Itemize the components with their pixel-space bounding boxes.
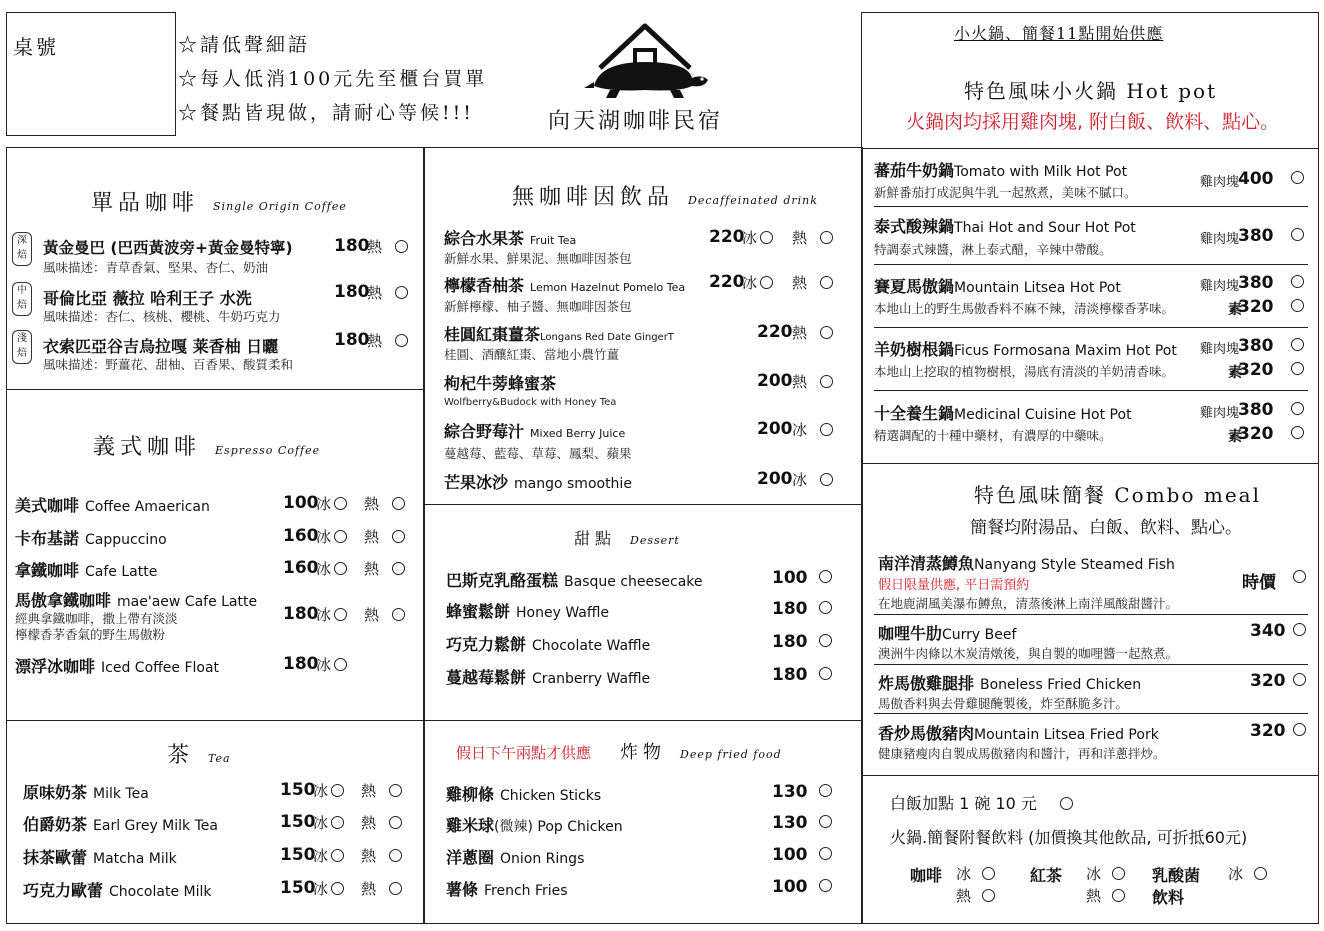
decaf-mango-smoothie: 芒果冰沙 mango smoothie xyxy=(444,473,632,492)
hotpot-tomato-milk-select[interactable] xyxy=(1288,169,1304,187)
hotpot-ficus-veg[interactable]: 素 xyxy=(1228,365,1242,381)
dessert-honey-waffle: 蜂蜜鬆餅 Honey Waffle xyxy=(446,602,610,621)
espresso-latte: 拿鐵咖啡 Cafe Latte xyxy=(15,561,158,580)
divider xyxy=(874,390,1308,391)
divider xyxy=(874,264,1308,265)
hotpot-subtitle: 火鍋肉均採用雞肉塊, 附白飯、飲料、點心。 xyxy=(906,111,1280,133)
espresso-cappuccino-hot[interactable]: 熱 xyxy=(364,526,405,547)
tea-milk-tea: 原味奶茶 Milk Tea xyxy=(23,783,149,802)
combo-curry-beef-desc: 澳洲牛肉條以木炭清燉後，與自製的咖哩醬一起熬煮。 xyxy=(878,646,1179,661)
decaf-berry-juice-cold[interactable]: 冰 xyxy=(792,419,833,440)
tea-earl-grey-price: 150 xyxy=(280,812,316,832)
coffee-ethiopia-hot[interactable]: 熱 xyxy=(367,330,408,351)
fried-onion-rings: 洋蔥圈 Onion Rings xyxy=(446,848,585,867)
decaf-lemon-pomelo-price: 220 xyxy=(709,272,745,292)
divider xyxy=(424,504,862,505)
fried-pop-chicken: 雞米球(微辣) Pop Chicken xyxy=(446,816,623,835)
tea-matcha-cold[interactable]: 冰 xyxy=(313,845,344,866)
combo-steamed-fish: 南洋清蒸鱒魚Nanyang Style Steamed Fish xyxy=(878,554,1175,573)
hotpot-ficus-price-chicken: 380 xyxy=(1238,336,1274,356)
turtle-house-logo xyxy=(580,18,710,100)
decaf-fruit-tea-desc: 新鮮水果、鮮果泥、無咖啡因茶包 xyxy=(444,251,632,266)
roast-badge-medium: 中焙 xyxy=(12,282,32,316)
coffee-ethiopia: 衣索匹亞谷吉烏拉嘎 莱香柚 日曬 xyxy=(43,337,279,356)
divider xyxy=(862,775,1318,776)
hotpot-ficus-select-chicken[interactable] xyxy=(1288,336,1304,354)
drink-note: 火鍋.簡餐附餐飲料 (加價換其他飲品, 可折抵60元) xyxy=(890,828,1248,847)
decaf-longan-ginger: 桂圓紅棗薑茶Longans Red Date GingerT xyxy=(444,325,674,344)
tea-milk-tea-price: 150 xyxy=(280,780,316,800)
drink-black-tea-cold[interactable]: 冰 xyxy=(1086,863,1125,884)
tea-chocolate-hot[interactable]: 熱 xyxy=(361,878,402,899)
dessert-chocolate-waffle-select[interactable] xyxy=(816,632,832,650)
tea-chocolate-price: 150 xyxy=(280,878,316,898)
tea-chocolate: 巧克力歐蕾 Chocolate Milk xyxy=(23,881,212,900)
hotpot-hours: 小火鍋、簡餐11點開始供應 xyxy=(954,24,1164,43)
hotpot-medicinal-price-veg: 320 xyxy=(1238,424,1274,444)
hotpot-thai-sour-chicken[interactable]: 雞肉塊 xyxy=(1200,232,1240,247)
espresso-latte-hot[interactable]: 熱 xyxy=(364,558,405,579)
dessert-basque: 巴斯克乳酪蛋糕 Basque cheesecake xyxy=(446,571,703,590)
fried-french-fries-price: 100 xyxy=(772,877,808,897)
tea-matcha-hot[interactable]: 熱 xyxy=(361,845,402,866)
hotpot-ficus-price-veg: 320 xyxy=(1238,360,1274,380)
left-column xyxy=(6,147,425,924)
espresso-maaew-latte-price: 180 xyxy=(283,604,319,624)
right-column xyxy=(861,12,1319,924)
hotpot-ficus-select-veg[interactable] xyxy=(1288,360,1304,378)
decaf-berry-juice: 綜合野莓汁 Mixed Berry Juice xyxy=(444,422,626,441)
combo-fried-chicken-select[interactable] xyxy=(1290,671,1306,689)
espresso-cappuccino-cold[interactable]: 冰 xyxy=(316,526,347,547)
coffee-colombia-desc: 風味描述：杏仁、核桃、櫻桃、牛奶巧克力 xyxy=(43,309,281,324)
decaf-mango-smoothie-cold[interactable]: 冰 xyxy=(792,469,833,490)
hotpot-thai-sour-desc: 特調泰式辣醬，淋上泰式醋，辛辣中帶酸。 xyxy=(874,242,1112,257)
roast-badge-light: 淺焙 xyxy=(12,330,32,364)
decaf-wolfberry-honey-price: 200 xyxy=(757,371,793,391)
hotpot-medicinal-desc: 精選調配的十種中藥材，有濃厚的中藥味。 xyxy=(874,428,1112,443)
hotpot-litsea-select-chicken[interactable] xyxy=(1288,273,1304,291)
dessert-basque-select[interactable] xyxy=(816,568,832,586)
hotpot-medicinal-select-chicken[interactable] xyxy=(1288,400,1304,418)
drink-yakult-label2: 飲料 xyxy=(1152,888,1185,907)
combo-subtitle: 簡餐均附湯品、白飯、飲料、點心。 xyxy=(970,518,1242,538)
hotpot-ficus-chicken[interactable]: 雞肉塊 xyxy=(1200,342,1240,357)
decaf-longan-ginger-desc: 桂圓、酒釀紅棗、當地小農竹薑 xyxy=(444,347,620,362)
hotpot-thai-sour-select[interactable] xyxy=(1288,226,1304,244)
notice-3: ☆餐點皆現做，請耐心等候!!! xyxy=(178,102,474,124)
fried-pop-chicken-price: 130 xyxy=(772,813,808,833)
drink-black-tea-label: 紅茶 xyxy=(1030,866,1063,885)
hotpot-litsea-chicken[interactable]: 雞肉塊 xyxy=(1200,279,1240,294)
hotpot-litsea-select-veg[interactable] xyxy=(1288,297,1304,315)
combo-fried-pork-price: 320 xyxy=(1250,721,1286,741)
divider xyxy=(424,720,862,721)
combo-curry-beef-price: 340 xyxy=(1250,621,1286,641)
espresso-maaew-latte-hot[interactable]: 熱 xyxy=(364,604,405,625)
hotpot-tomato-milk-desc: 新鮮番茄打成泥與牛乳一起熬煮，美味不膩口。 xyxy=(874,185,1137,200)
rice-addon[interactable]: 白飯加點 1 碗 10 元 xyxy=(890,791,1073,814)
decaf-longan-ginger-price: 220 xyxy=(757,322,793,342)
hotpot-medicinal: 十全養生鍋Medicinal Cuisine Hot Pot xyxy=(874,404,1132,423)
espresso-cappuccino: 卡布基諾 Cappuccino xyxy=(15,529,167,548)
hotpot-ficus-desc: 本地山上挖取的植物樹根，湯底有清淡的羊奶清香味。 xyxy=(874,364,1175,379)
decaf-title: 無咖啡因飲品 Decaffeinated drink xyxy=(512,185,818,210)
hotpot-litsea: 賽夏馬傲鍋Mountain Litsea Hot Pot xyxy=(874,277,1121,296)
divider xyxy=(862,463,1318,464)
tea-matcha-price: 150 xyxy=(280,845,316,865)
fried-onion-rings-select[interactable] xyxy=(816,845,832,863)
divider xyxy=(874,614,1308,615)
fried-pop-chicken-select[interactable] xyxy=(816,813,832,831)
divider xyxy=(874,327,1308,328)
combo-fried-chicken-price: 320 xyxy=(1250,671,1286,691)
notice-1: ☆請低聲細語 xyxy=(178,34,311,56)
drink-yakult-cold[interactable]: 冰 xyxy=(1228,863,1267,884)
dessert-chocolate-waffle-price: 180 xyxy=(772,632,808,652)
combo-fried-pork-select[interactable] xyxy=(1290,721,1306,739)
combo-title: 特色風味簡餐 Combo meal xyxy=(974,483,1261,507)
tea-earl-grey-cold[interactable]: 冰 xyxy=(313,812,344,833)
decaf-berry-juice-desc: 蔓越莓、藍莓、草莓、鳳梨、蘋果 xyxy=(444,446,632,461)
drink-black-tea-hot[interactable]: 熱 xyxy=(1086,885,1125,906)
hotpot-tomato-milk: 蕃茄牛奶鍋Tomato with Milk Hot Pot xyxy=(874,161,1128,180)
decaf-berry-juice-price: 200 xyxy=(757,419,793,439)
roast-badge-dark: 深焙 xyxy=(12,232,32,266)
decaf-lemon-pomelo: 檸檬香柚茶 Lemon Hazelnut Pomelo Tea xyxy=(444,276,686,295)
dessert-cranberry-waffle-price: 180 xyxy=(772,665,808,685)
dessert-cranberry-waffle-select[interactable] xyxy=(816,665,832,683)
dessert-chocolate-waffle: 巧克力鬆餅 Chocolate Waffle xyxy=(446,635,651,654)
drink-coffee-cold[interactable]: 冰 xyxy=(956,863,995,884)
decaf-lemon-pomelo-hot[interactable]: 熱 xyxy=(792,272,833,293)
fried-french-fries: 薯條 French Fries xyxy=(446,880,568,899)
espresso-iced-float: 漂浮冰咖啡 Iced Coffee Float xyxy=(15,657,220,676)
coffee-golden-mamba: 黃金曼巴 (巴西黃波旁+黃金曼特寧) xyxy=(43,239,293,257)
shop-name: 向天湖咖啡民宿 xyxy=(548,109,724,134)
decaf-fruit-tea-hot[interactable]: 熱 xyxy=(792,227,833,248)
espresso-iced-float-price: 180 xyxy=(283,654,319,674)
dessert-honey-waffle-select[interactable] xyxy=(816,599,832,617)
hotpot-thai-sour-price: 380 xyxy=(1238,226,1274,246)
decaf-fruit-tea-cold[interactable]: 冰 xyxy=(742,227,773,248)
decaf-lemon-pomelo-cold[interactable]: 冰 xyxy=(742,272,773,293)
divider xyxy=(7,720,424,721)
divider xyxy=(874,206,1308,207)
hotpot-litsea-price-chicken: 380 xyxy=(1238,273,1274,293)
coffee-colombia-price: 180 xyxy=(334,282,370,302)
table-number-label: 桌號 xyxy=(13,35,59,59)
combo-fried-chicken: 炸馬傲雞腿排 Boneless Fried Chicken xyxy=(878,674,1142,693)
hotpot-litsea-price-veg: 320 xyxy=(1238,297,1274,317)
combo-steamed-fish-select[interactable] xyxy=(1290,568,1306,586)
combo-curry-beef: 咖哩牛肋Curry Beef xyxy=(878,624,1017,643)
fried-chicken-sticks: 雞柳條 Chicken Sticks xyxy=(446,785,602,804)
tea-matcha: 抹茶歐蕾 Matcha Milk xyxy=(23,848,177,867)
combo-steamed-fish-price: 時價 xyxy=(1242,573,1276,593)
fried-title: 炸物 Deep fried food xyxy=(620,742,782,763)
espresso-latte-cold[interactable]: 冰 xyxy=(316,558,347,579)
drink-coffee-hot[interactable]: 熱 xyxy=(956,885,995,906)
dessert-honey-waffle-price: 180 xyxy=(772,599,808,619)
decaf-mango-smoothie-price: 200 xyxy=(757,469,793,489)
fried-french-fries-select[interactable] xyxy=(816,877,832,895)
espresso-latte-price: 160 xyxy=(283,558,319,578)
coffee-colombia: 哥倫比亞 薇拉 哈利王子 水洗 xyxy=(43,289,252,308)
divider xyxy=(874,713,1308,714)
decaf-wolfberry-honey-hot[interactable]: 熱 xyxy=(792,371,833,392)
hotpot-litsea-desc: 本地山上的野生馬傲香料不麻不辣，清淡檸檬香茅味。 xyxy=(874,301,1175,316)
decaf-fruit-tea-price: 220 xyxy=(709,227,745,247)
tea-milk-tea-hot[interactable]: 熱 xyxy=(361,780,402,801)
espresso-americano-cold[interactable]: 冰 xyxy=(316,493,347,514)
espresso-cappuccino-price: 160 xyxy=(283,526,319,546)
combo-steamed-fish-note: 假日限量供應, 平日需預約 xyxy=(878,578,1030,593)
hotpot-ficus: 羊奶樹根鍋Ficus Formosana Maxim Hot Pot xyxy=(874,340,1177,359)
espresso-americano-price: 100 xyxy=(283,493,319,513)
tea-earl-grey-hot[interactable]: 熱 xyxy=(361,812,402,833)
hotpot-medicinal-price-chicken: 380 xyxy=(1238,400,1274,420)
dessert-title: 甜點 Dessert xyxy=(574,529,680,548)
fried-chicken-sticks-select[interactable] xyxy=(816,782,832,800)
decaf-wolfberry-honey: 枸杞牛蒡蜂蜜茶 xyxy=(444,374,557,393)
hotpot-tomato-milk-chicken[interactable]: 雞肉塊 xyxy=(1200,175,1240,190)
tea-earl-grey: 伯爵奶茶 Earl Grey Milk Tea xyxy=(23,815,218,834)
hotpot-medicinal-veg[interactable]: 素 xyxy=(1228,429,1242,445)
hotpot-medicinal-chicken[interactable]: 雞肉塊 xyxy=(1200,406,1240,421)
coffee-golden-mamba-price: 180 xyxy=(334,236,370,256)
espresso-title: 義式咖啡 Espresso Coffee xyxy=(93,435,321,460)
decaf-longan-ginger-hot[interactable]: 熱 xyxy=(792,322,833,343)
divider xyxy=(7,389,424,390)
fried-notice: 假日下午兩點才供應 xyxy=(456,744,592,762)
hotpot-litsea-veg[interactable]: 素 xyxy=(1228,302,1242,318)
tea-chocolate-cold[interactable]: 冰 xyxy=(313,878,344,899)
coffee-ethiopia-price: 180 xyxy=(334,330,370,350)
espresso-maaew-latte: 馬傲拿鐵咖啡 mae'aew Cafe Latte xyxy=(15,591,258,610)
decaf-fruit-tea: 綜合水果茶 Fruit Tea xyxy=(444,229,577,248)
espresso-americano-hot[interactable]: 熱 xyxy=(364,493,405,514)
coffee-ethiopia-desc: 風味描述：野薑花、甜柚、百香果、酸質柔和 xyxy=(43,357,294,372)
single-origin-title: 單品咖啡 Single Origin Coffee xyxy=(91,191,347,216)
espresso-iced-float-cold[interactable]: 冰 xyxy=(316,654,347,675)
hotpot-medicinal-select-veg[interactable] xyxy=(1288,424,1304,442)
coffee-golden-mamba-hot[interactable]: 熱 xyxy=(367,236,408,257)
espresso-maaew-latte-desc2: 檸檬香茅香氣的野生馬傲粉 xyxy=(15,627,166,642)
drink-yakult-label: 乳酸菌 xyxy=(1152,866,1201,885)
tea-title: 茶 Tea xyxy=(167,743,231,768)
espresso-americano: 美式咖啡 Coffee Amaerican xyxy=(15,496,210,515)
coffee-golden-mamba-desc: 風味描述：青草香氣、堅果、杏仁、奶油 xyxy=(43,260,269,275)
combo-fried-chicken-desc: 馬傲香料與去骨雞腿醃製後，炸至酥脆多汁。 xyxy=(878,696,1129,711)
espresso-maaew-latte-cold[interactable]: 冰 xyxy=(316,604,347,625)
hotpot-tomato-milk-price: 400 xyxy=(1238,169,1274,189)
fried-chicken-sticks-price: 130 xyxy=(772,782,808,802)
coffee-colombia-hot[interactable]: 熱 xyxy=(367,282,408,303)
decaf-lemon-pomelo-desc: 新鮮檸檬、柚子醬、無咖啡因茶包 xyxy=(444,299,632,314)
table-number-box xyxy=(6,12,176,136)
notice-2: ☆每人低消100元先至櫃台買單 xyxy=(178,68,488,90)
drink-coffee-label: 咖啡 xyxy=(910,866,943,885)
combo-fried-pork: 香炒馬傲豬肉Mountain Litsea Fried Pork xyxy=(878,724,1159,743)
dessert-basque-price: 100 xyxy=(772,568,808,588)
combo-steamed-fish-desc: 在地鹿湖風美瀑布鱒魚，清蒸後淋上南洋風酸甜醬汁。 xyxy=(878,596,1179,611)
hotpot-title: 特色風味小火鍋 Hot pot xyxy=(964,79,1218,103)
tea-milk-tea-cold[interactable]: 冰 xyxy=(313,780,344,801)
combo-fried-pork-desc: 健康豬瘦肉自製成馬傲豬肉和醬汁，再和洋蔥拌炒。 xyxy=(878,746,1166,761)
decaf-wolfberry-honey-desc: Wolfberry&Budock with Honey Tea xyxy=(444,397,617,408)
dessert-cranberry-waffle: 蔓越莓鬆餅 Cranberry Waffle xyxy=(446,668,651,687)
divider xyxy=(862,148,1318,149)
fried-onion-rings-price: 100 xyxy=(772,845,808,865)
hotpot-thai-sour: 泰式酸辣鍋Thai Hot and Sour Hot Pot xyxy=(874,217,1136,236)
divider xyxy=(874,664,1308,665)
espresso-maaew-latte-desc1: 經典拿鐵咖啡，撒上帶有淡淡 xyxy=(15,611,178,626)
combo-curry-beef-select[interactable] xyxy=(1290,621,1306,639)
middle-column xyxy=(423,147,863,924)
